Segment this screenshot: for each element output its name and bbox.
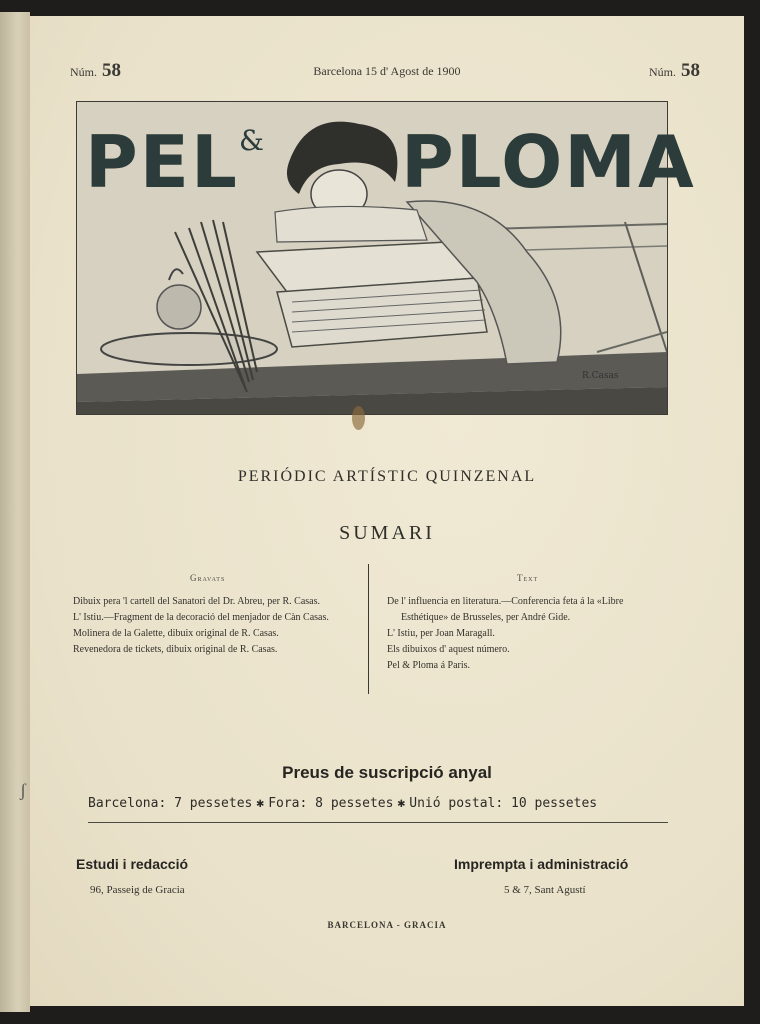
star-separator: ✱: [397, 796, 406, 811]
issue-number-right: Núm. 58: [649, 60, 700, 81]
list-item: Revenedora de tickets, dibuix original de R. Casas.: [73, 644, 278, 655]
magazine-cover: [30, 16, 744, 1006]
masthead-illustration: [76, 101, 696, 415]
editorial-office-title: Estudi i redacció: [76, 856, 189, 872]
subtitle: PERIÓDIC ARTÍSTIC QUINZENAL: [237, 468, 537, 485]
text-list: [387, 594, 672, 674]
artist-signature: R.Casas: [582, 371, 619, 381]
prices-line: [88, 796, 597, 811]
issue-number-left: Núm. 58: [70, 60, 121, 81]
price-barcelona: Barcelona: 7 pessetes: [88, 796, 253, 811]
editorial-office-address: 96, Passeig de Gracia: [90, 884, 185, 896]
summary-title: SUMARI: [339, 522, 435, 544]
list-item: Dibuix pera 'l cartell del Sanatori del Dr. Abreu, per R. Casas.: [73, 596, 321, 607]
column-divider: [368, 564, 369, 694]
list-item: L' Istiu.—Fragment de la decoració del menjador de Càn Casas.: [73, 612, 329, 623]
title-pel: PEL: [85, 120, 239, 204]
text-heading: Text: [517, 573, 539, 583]
list-item: De l' influencia en literatura.—Conferencia feta á la «Libre Esthétique» de Brusseles, per André Gide.: [387, 596, 624, 623]
title-ploma: PLOMA: [401, 120, 696, 204]
printing-office-title: Imprempta i administració: [454, 856, 629, 872]
star-separator: ✱: [256, 796, 265, 811]
left-page-edge: [0, 12, 30, 1012]
printing-office-address: 5 & 7, Sant Agustí: [504, 884, 586, 896]
list-item: Molinera de la Galette, dibuix original de R. Casas.: [73, 628, 279, 639]
list-item: Pel & Ploma á Paris.: [387, 660, 471, 671]
prices-title: Preus de suscripció anyal: [282, 763, 492, 782]
ink-stain: [352, 406, 365, 430]
gravats-list: [73, 594, 355, 658]
gravats-heading: Gravats: [190, 573, 226, 583]
list-item: L' Istiu, per Joan Maragall.: [387, 628, 495, 639]
imprint: BARCELONA - GRACIA: [327, 920, 447, 930]
price-fora: Fora: 8 pessetes: [268, 796, 394, 811]
divider-rule: [88, 822, 668, 823]
price-unio: Unió postal: 10 pessetes: [409, 796, 598, 811]
issue-date: Barcelona 15 d' Agost de 1900: [313, 64, 461, 78]
page-mark: ʃ: [20, 780, 26, 800]
title-ampersand: &: [239, 124, 264, 157]
list-item: Els dibuixos d' aquest número.: [387, 644, 510, 655]
